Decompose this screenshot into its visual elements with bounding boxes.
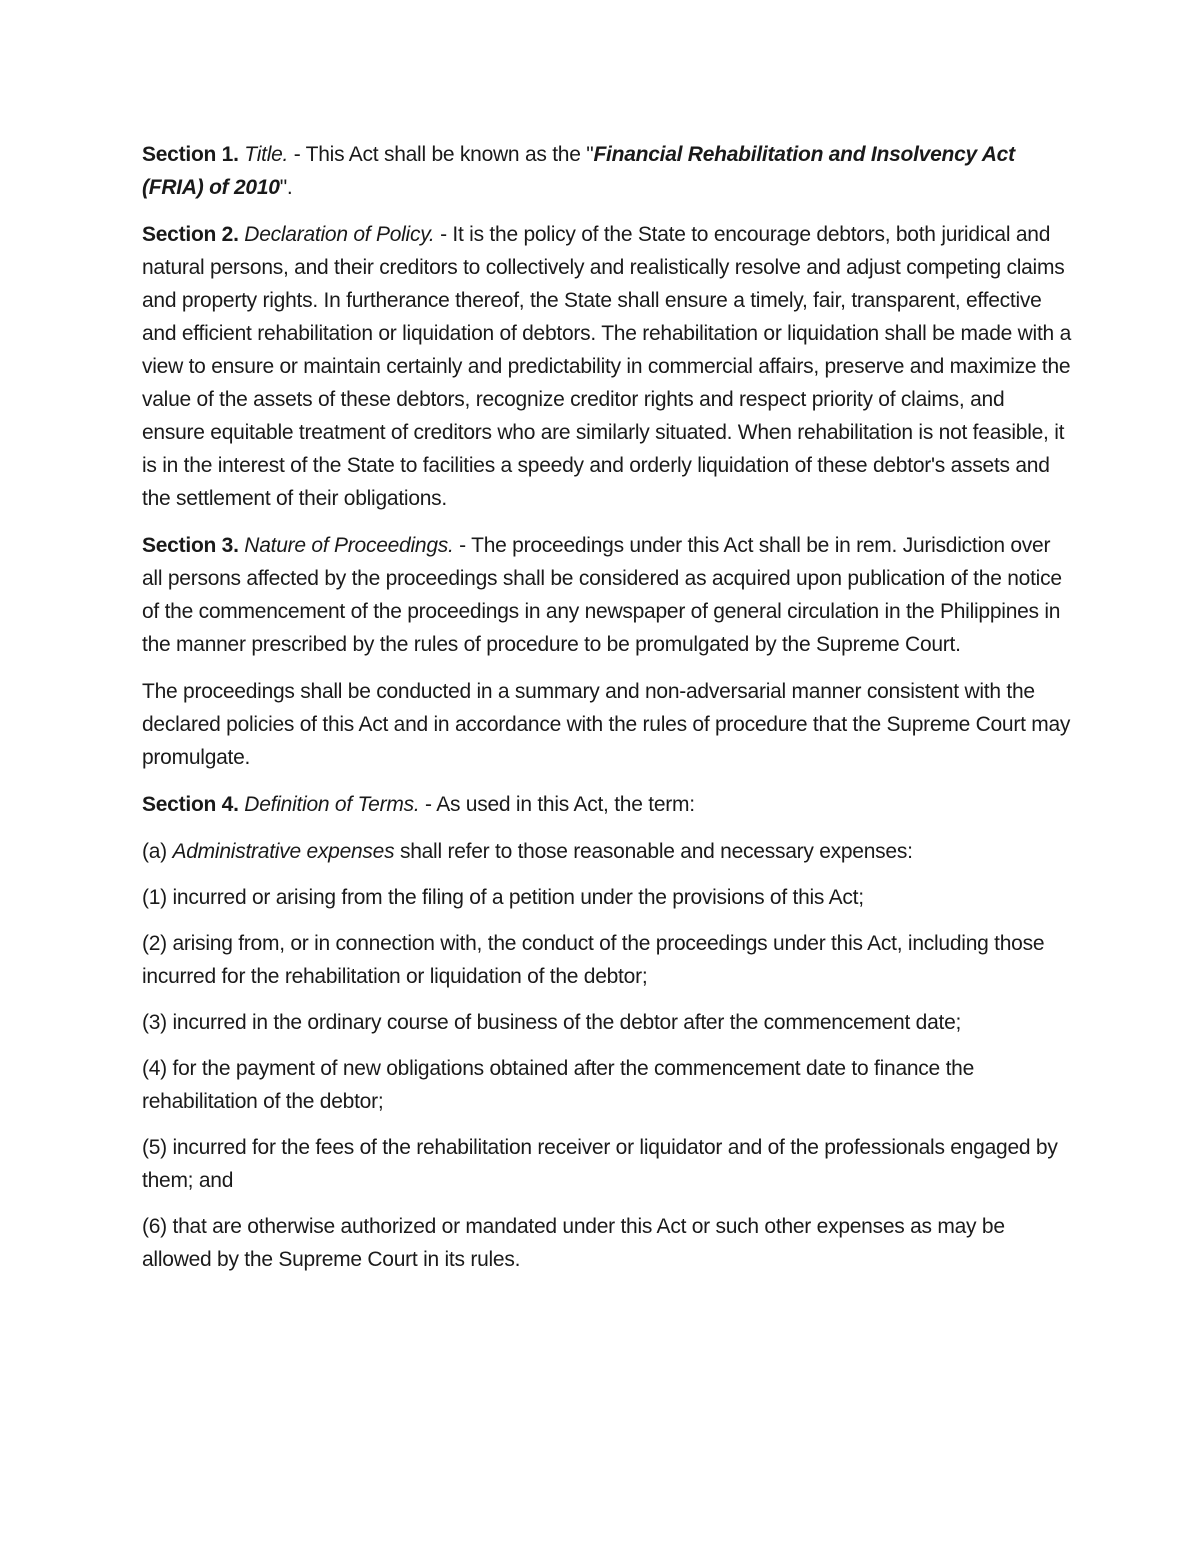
list-item-6 [142, 1210, 1072, 1276]
item-text: incurred or arising from the filing of a petition under the provisions of this Act; [166, 886, 864, 909]
section-text: It is the policy of the State to encourage debtors, both juridical and natural persons, and their creditors to collectively and realistically resolve and adjust competing claims and property rights. In furtherance thereof, the State shall ensure a timely, fair, transparent, effective and efficient rehabilitation or liquidation of debtors. The rehabilitation or liquidation shall be made with a view to ensure or maintain certainly and predictability in commercial affairs, preserve and maximize the value of the assets of these debtors, recognize creditor rights and respect priority of claims, and ensure equitable treatment of creditors who are similarly situated. When rehabilitation is not feasible, it is in the interest of the State to facilities a speedy and orderly liquidation of these debtor's assets and the settlement of their obligations. [142, 223, 1071, 510]
item-marker: (2) [142, 932, 167, 955]
section-1 [142, 138, 1072, 204]
act-name: Financial Rehabilitation and Insolvency Act (FRIA) of 2010 [142, 143, 1015, 199]
section-label: Section 2. [142, 223, 239, 246]
definition-a [142, 835, 1072, 868]
item-text: incurred in the ordinary course of business of the debtor after the commencement date; [166, 1011, 962, 1034]
definition-text: shall refer to those reasonable and necessary expenses: [394, 840, 913, 863]
section-3-paragraph-2: The proceedings shall be conducted in a summary and non-adversarial manner consistent with the declared policies of this Act and in accordance with the rules of procedure that the Supreme Court may promulgate. [142, 680, 1071, 769]
section-separator: - [419, 793, 437, 816]
section-3 [142, 529, 1072, 661]
section-title: Nature of Proceedings. [244, 534, 454, 557]
section-text: As used in this Act, the term: [436, 793, 695, 816]
definition-marker: (a) [142, 840, 173, 863]
item-marker: (4) [142, 1057, 167, 1080]
section-title: Declaration of Policy. [244, 223, 435, 246]
item-text: for the payment of new obligations obtained after the commencement date to finance the rehabilitation of the debtor; [142, 1057, 975, 1113]
section-title: Title. [244, 143, 289, 166]
item-text: that are otherwise authorized or mandated under this Act or such other expenses as may be allowed by the Supreme Court in its rules. [142, 1215, 1005, 1271]
section-text: The proceedings under this Act shall be in rem. Jurisdiction over all persons affected by the proceedings shall be considered as acquired upon publication of the notice of the commencement of the proceedings in any newspaper of general circulation in the Philippines in the manner prescribed by the rules of procedure to be promulgated by the Supreme Court. [142, 534, 1062, 656]
section-text-end: ". [279, 176, 293, 199]
section-separator: - [288, 143, 306, 166]
item-marker: (3) [142, 1011, 167, 1034]
section-label: Section 1. [142, 143, 239, 166]
section-text: This Act shall be known as the " [305, 143, 594, 166]
item-marker: (1) [142, 886, 167, 909]
item-text: arising from, or in connection with, the conduct of the proceedings under this Act, including those incurred for the rehabilitation or liquidation of the debtor; [142, 932, 1045, 988]
section-2 [142, 218, 1072, 515]
list-item-2 [142, 927, 1072, 993]
item-marker: (5) [142, 1136, 167, 1159]
section-separator: - [434, 223, 453, 246]
list-item-4 [142, 1052, 1072, 1118]
document-body [142, 138, 1072, 1289]
list-item-5 [142, 1131, 1072, 1197]
list-item-3 [142, 1006, 1072, 1039]
definition-term: Administrative expenses [172, 840, 395, 863]
item-text: incurred for the fees of the rehabilitation receiver or liquidator and of the professionals engaged by them; and [142, 1136, 1058, 1192]
item-marker: (6) [142, 1215, 167, 1238]
section-4 [142, 788, 1072, 821]
section-title: Definition of Terms. [244, 793, 420, 816]
section-separator: - [453, 534, 472, 557]
list-item-1 [142, 881, 1072, 914]
section-label: Section 4. [142, 793, 239, 816]
section-label: Section 3. [142, 534, 239, 557]
